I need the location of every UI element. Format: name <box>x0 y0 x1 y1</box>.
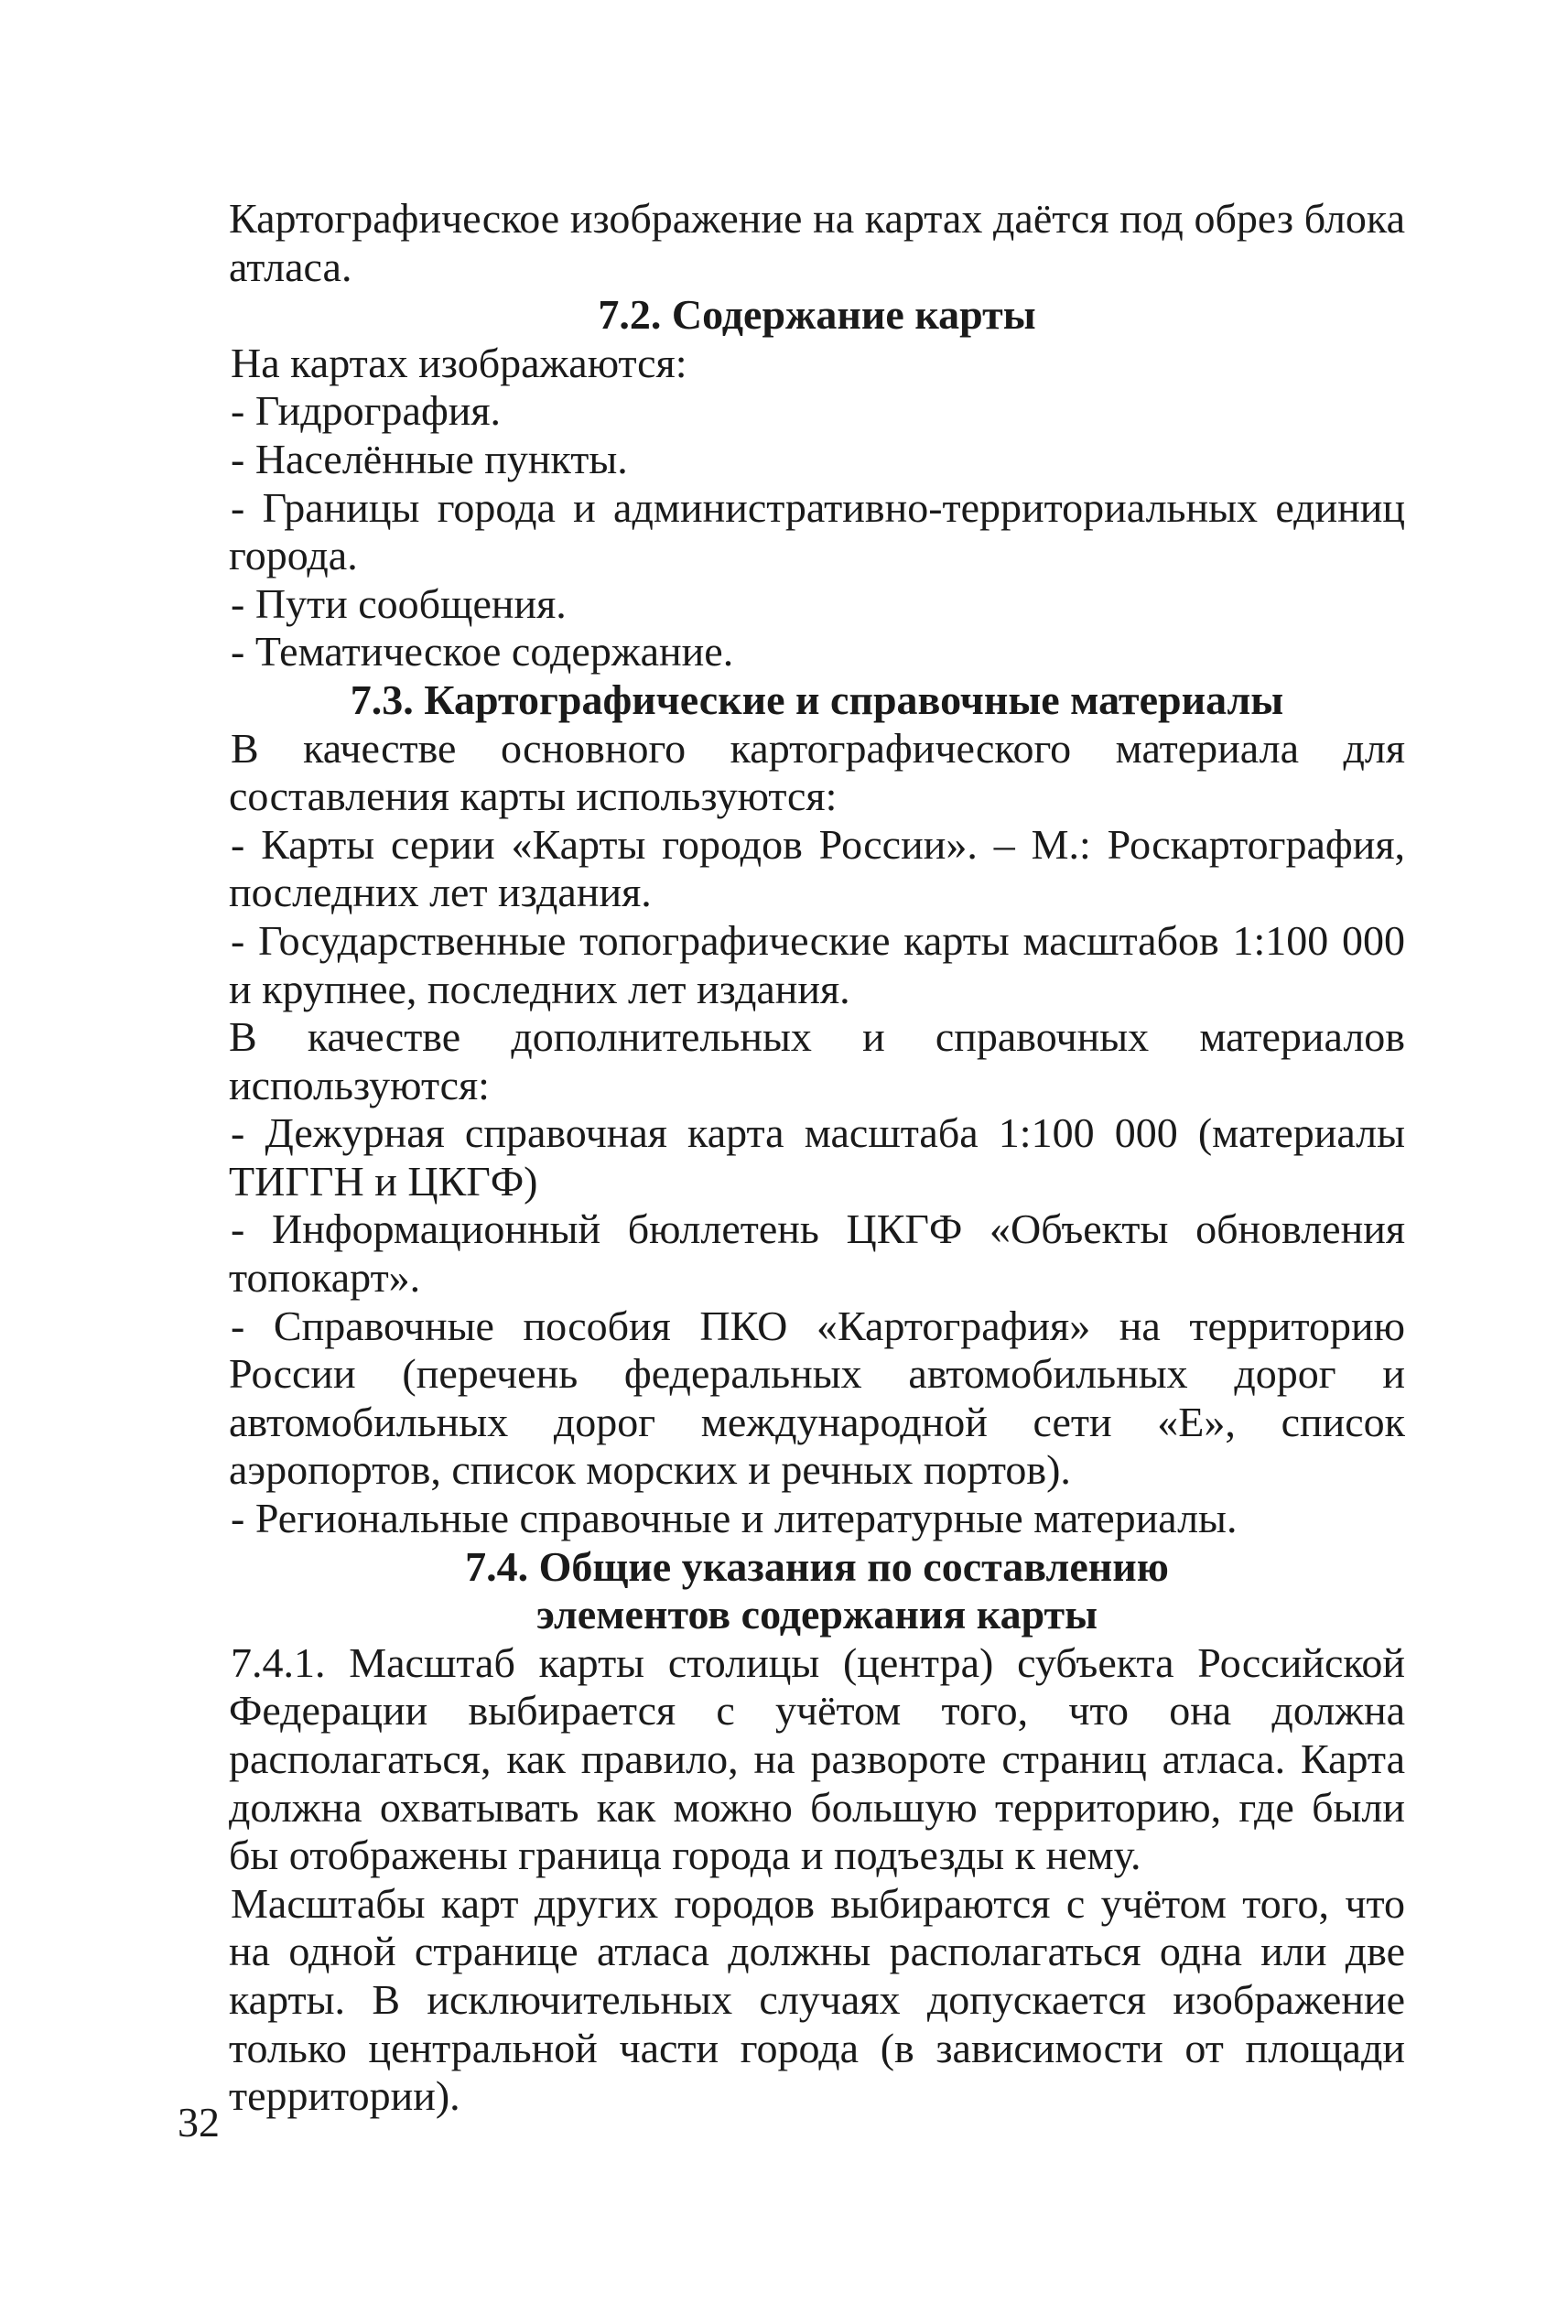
page-body <box>229 195 1405 2121</box>
paragraph-intro: Картографическое изображение на картах даётся под обрез блока атласа. <box>229 195 1405 290</box>
list-item-regional-materials: - Региональные справочные и литературные материалы. <box>231 1495 1238 1542</box>
list-item-thematic: - Тематическое содержание. <box>231 628 734 676</box>
heading-7-3: 7.3. Картографические и справочные материалы <box>350 676 1284 723</box>
list-item-settlements: - Населённые пункты. <box>231 435 628 482</box>
list-item-transport: - Пути сообщения. <box>231 579 567 627</box>
paragraph-main-sources-intro: В качестве основного картографического материала для составления карты используются: <box>229 724 1405 820</box>
paragraph-maps-show: На картах изображаются: <box>231 339 687 386</box>
list-item-boundaries: - Границы города и административно-территориальных единиц города. <box>229 483 1405 579</box>
list-item-city-maps: - Карты серии «Карты городов России». – М.: Роскартография, последних лет издания. <box>229 820 1405 916</box>
heading-7-4-line-2: элементов содержания карты <box>535 1591 1098 1638</box>
list-item-topo-maps: - Государственные топографические карты масштабов 1:100 000 и крупнее, последних лет издания. <box>229 916 1405 1012</box>
list-item-hydrography: - Гидрография. <box>231 387 502 435</box>
heading-7-2: 7.2. Содержание карты <box>598 291 1036 339</box>
list-item-duty-map: - Дежурная справочная карта масштаба 1:100 000 (материалы ТИГГН и ЦКГФ) <box>229 1109 1405 1205</box>
list-item-reference-guides: - Справочные пособия ПКО «Картография» на территорию России (перечень федеральных автомобильных дорог и автомобильных дорог международной сети «Е», список аэропортов, список морских и речных портов). <box>229 1302 1405 1494</box>
list-item-bulletin: - Информационный бюллетень ЦКГФ «Объекты обновления топокарт». <box>229 1205 1405 1302</box>
paragraph-7-4-1: 7.4.1. Масштаб карты столицы (центра) субъекта Российской Федерации выбирается с учётом того, что она должна располагаться, как правило, на развороте страниц атласа. Карта должна охватывать как можно большую территорию, где были бы отображены граница города и подъезды к нему. <box>229 1638 1405 1879</box>
paragraph-other-scales: Масштабы карт других городов выбираются с учётом того, что на одной странице атласа должны располагаться одна или две карты. В исключительных случаях допускается изображение только центральной части города (в зависимости от площади территории). <box>229 1879 1405 2120</box>
page-number: 32 <box>178 2099 220 2146</box>
paragraph-additional-sources-intro: В качестве дополнительных и справочных материалов используются: <box>229 1013 1405 1108</box>
heading-7-4-line-1: 7.4. Общие указания по составлению <box>465 1542 1169 1590</box>
